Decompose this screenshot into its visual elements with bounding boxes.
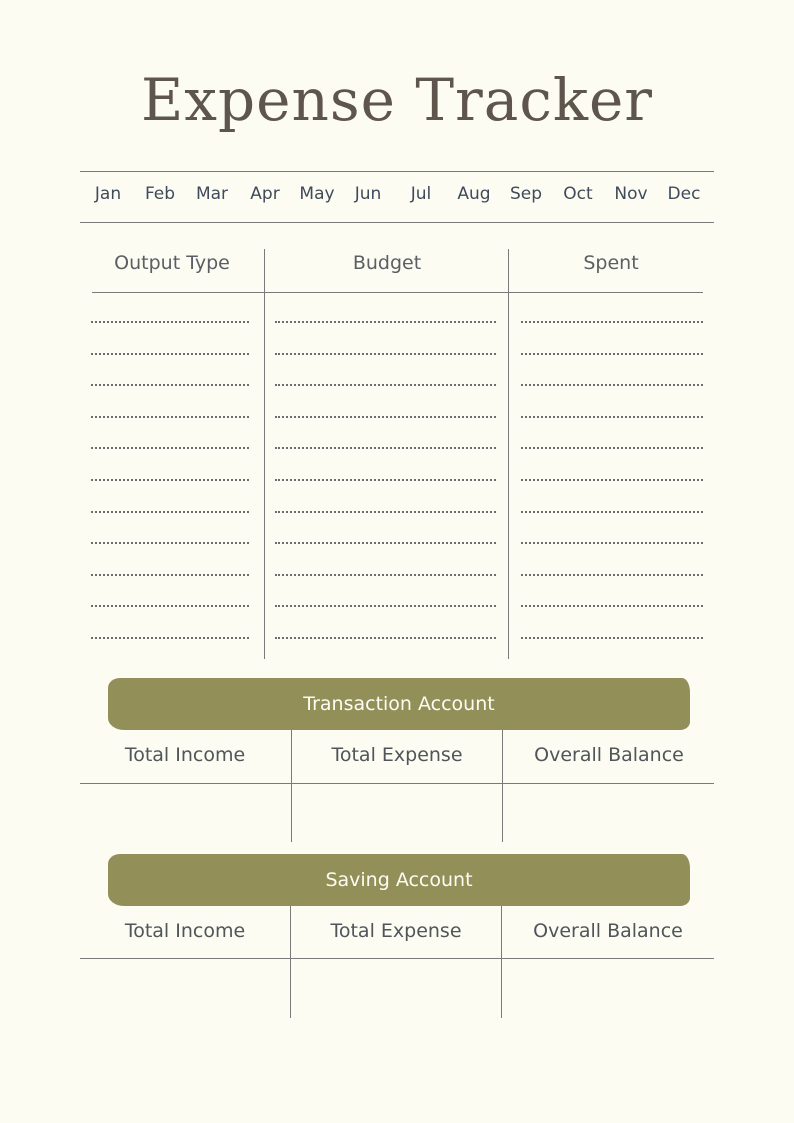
- month-selector: [80, 184, 714, 210]
- month-aug[interactable]: Aug: [457, 184, 491, 204]
- transaction-total-expense: Total Expense: [331, 744, 463, 766]
- month-jan[interactable]: Jan: [94, 184, 122, 204]
- table-divider-2: [508, 249, 509, 659]
- header-output-type: Output Type: [114, 252, 230, 274]
- entry-line-budget[interactable]: [275, 511, 496, 513]
- entry-line-output-type[interactable]: [91, 416, 249, 418]
- entry-line-budget[interactable]: [275, 605, 496, 607]
- entry-line-spent[interactable]: [521, 447, 703, 449]
- month-dec[interactable]: Dec: [667, 184, 701, 204]
- month-apr[interactable]: Apr: [250, 184, 280, 204]
- header-budget: Budget: [352, 252, 422, 274]
- entry-line-spent[interactable]: [521, 353, 703, 355]
- saving-account-banner: [108, 854, 690, 906]
- saving-total-expense: Total Expense: [330, 920, 462, 942]
- entry-line-budget[interactable]: [275, 321, 496, 323]
- table-header-rule: [92, 292, 703, 293]
- months-bottom-rule: [80, 222, 714, 223]
- entry-line-spent[interactable]: [521, 637, 703, 639]
- month-sep[interactable]: Sep: [509, 184, 543, 204]
- entry-line-budget[interactable]: [275, 416, 496, 418]
- entry-line-spent[interactable]: [521, 321, 703, 323]
- entry-line-spent[interactable]: [521, 384, 703, 386]
- entry-line-output-type[interactable]: [91, 384, 249, 386]
- transaction-divider-2: [502, 730, 503, 842]
- saving-account-title: Saving Account: [325, 869, 473, 891]
- entry-line-output-type[interactable]: [91, 479, 249, 481]
- entry-line-spent[interactable]: [521, 542, 703, 544]
- entry-line-spent[interactable]: [521, 416, 703, 418]
- month-mar[interactable]: Mar: [195, 184, 229, 204]
- entry-line-output-type[interactable]: [91, 511, 249, 513]
- saving-divider-1: [290, 906, 291, 1018]
- entry-line-budget[interactable]: [275, 353, 496, 355]
- entry-line-output-type[interactable]: [91, 542, 249, 544]
- entry-line-spent[interactable]: [521, 574, 703, 576]
- entry-line-budget[interactable]: [275, 479, 496, 481]
- entry-line-budget[interactable]: [275, 637, 496, 639]
- entry-line-budget[interactable]: [275, 542, 496, 544]
- transaction-account-banner: [108, 678, 690, 730]
- saving-overall-balance: Overall Balance: [533, 920, 683, 942]
- header-spent: Spent: [583, 252, 639, 274]
- entry-line-output-type[interactable]: [91, 574, 249, 576]
- entry-line-output-type[interactable]: [91, 637, 249, 639]
- month-jul[interactable]: Jul: [410, 184, 432, 204]
- entry-line-spent[interactable]: [521, 479, 703, 481]
- entry-line-budget[interactable]: [275, 574, 496, 576]
- entry-line-spent[interactable]: [521, 511, 703, 513]
- entry-line-budget[interactable]: [275, 384, 496, 386]
- transaction-total-income: Total Income: [124, 744, 246, 766]
- month-oct[interactable]: Oct: [563, 184, 593, 204]
- entry-line-output-type[interactable]: [91, 353, 249, 355]
- transaction-divider-1: [291, 730, 292, 842]
- entry-line-budget[interactable]: [275, 447, 496, 449]
- month-nov[interactable]: Nov: [614, 184, 648, 204]
- saving-header-rule: [80, 958, 714, 959]
- transaction-header-rule: [80, 783, 714, 784]
- transaction-account-title: Transaction Account: [303, 693, 495, 715]
- saving-divider-2: [501, 906, 502, 1018]
- month-may[interactable]: May: [299, 184, 335, 204]
- entry-line-output-type[interactable]: [91, 447, 249, 449]
- month-jun[interactable]: Jun: [354, 184, 382, 204]
- entry-line-output-type[interactable]: [91, 321, 249, 323]
- transaction-overall-balance: Overall Balance: [534, 744, 684, 766]
- table-divider-1: [264, 249, 265, 659]
- saving-total-income: Total Income: [124, 920, 246, 942]
- entry-line-spent[interactable]: [521, 605, 703, 607]
- months-top-rule: [80, 171, 714, 172]
- month-feb[interactable]: Feb: [144, 184, 176, 204]
- page-title: Expense Tracker: [140, 66, 654, 134]
- entry-line-output-type[interactable]: [91, 605, 249, 607]
